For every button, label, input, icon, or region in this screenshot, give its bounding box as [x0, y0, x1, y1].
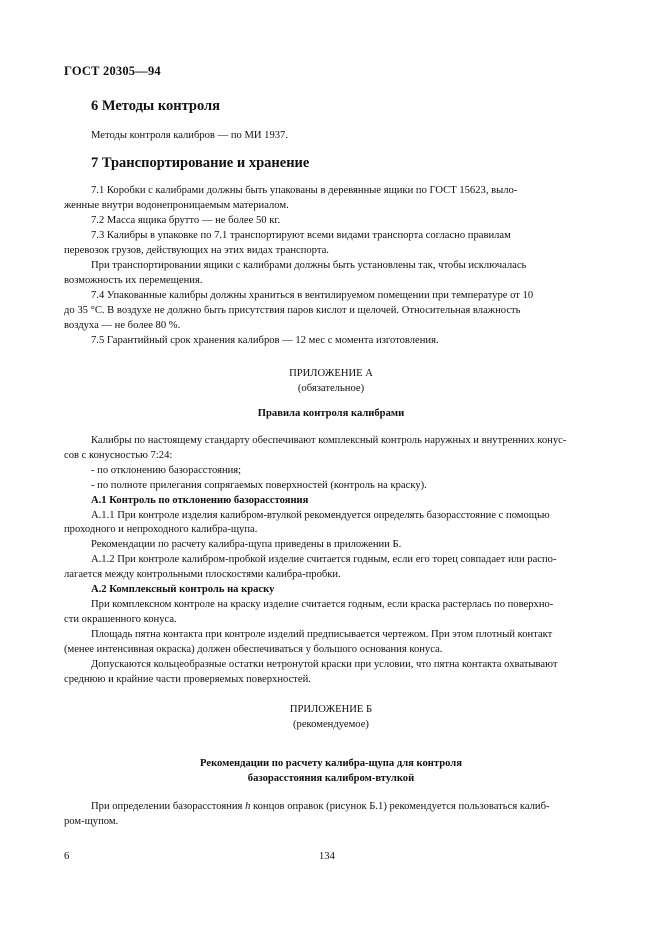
a-intro-line1: Калибры по настоящему стандарту обеспечивают комплексный контроль наружных и внутренних конус- [91, 435, 567, 446]
a11-line1: А.1.1 При контроле изделия калибром-втулкой рекомендуется определять базорасстояние с помощью [91, 509, 550, 521]
section-7-title: 7 Транспортирование и хранение [91, 155, 310, 171]
a2p3-line2: среднюю и крайние части проверяемых поверхностей. [64, 673, 311, 685]
appendix-a-status: (обязательное) [297, 383, 365, 394]
page-number-left: 6 [64, 851, 70, 862]
p71-line2: женные внутри водонепроницаемым материалом. [64, 200, 289, 211]
a12-line2: лагается между контрольными плоскостями калибра-пробки. [64, 569, 341, 581]
appendix-a-header [64, 366, 598, 396]
appendix-b-heading-line1: Рекомендации по расчету калибра-щупа для контроля [200, 758, 462, 769]
appendix-b-status: (рекомендуемое) [293, 719, 369, 730]
p-transport-line2: возможность их перемещения. [64, 275, 203, 286]
section-6-text: Методы контроля калибров — по МИ 1937. [91, 130, 288, 141]
appendix-b-title: ПРИЛОЖЕНИЕ Б [289, 704, 373, 715]
a-intro-line2: сов с конусностью 7:24: [64, 449, 173, 461]
p73-line1: 7.3 Калибры в упаковке по 7.1 транспортируют всеми видами транспорта согласно правилам [91, 230, 511, 241]
b-p1-line2: ром-щупом. [64, 816, 119, 827]
a2p1-line1: При комплексном контроле на краску изделие считается годным, если краска растерлась по поверхно- [91, 598, 554, 610]
b-p1-line1 [64, 799, 598, 814]
p74-line2: до 35 °С. В воздухе не должно быть присутствия паров кислот и щелочей. Относительная влажность [64, 305, 521, 316]
appendix-a-heading: Правила контроля калибрами [257, 408, 405, 419]
a-rec: Рекомендации по расчету калибра-щупа приведены в приложении Б. [91, 539, 402, 551]
p74-line3: воздуха — не более 80 %. [64, 320, 181, 331]
var-h: h [245, 801, 251, 812]
a-bullet-2: - по полноте прилегания сопрягаемых поверхностей (контроль на краску). [91, 479, 427, 491]
appendix-b-heading-line2: базорасстояния калибром-втулкой [247, 773, 415, 784]
p-transport-line1: При транспортировании ящики с калибрами должны быть установлены так, чтобы исключалась [91, 260, 527, 271]
a2p1-line2: сти окрашенного конуса. [64, 613, 177, 625]
p75: 7.5 Гарантийный срок хранения калибров — 12 мес с момента изготовления. [91, 335, 439, 346]
b-p1-post: концов оправок (рисунок Б.1) рекомендуется пользоваться калиб- [250, 801, 550, 812]
appendix-b-body [64, 799, 598, 829]
a-bullet-1: - по отклонению базорасстояния; [91, 464, 242, 476]
section-6-title: 6 Методы контроля [91, 98, 221, 114]
a1-title: А.1 Контроль по отклонению базорасстояния [91, 494, 309, 506]
a11-line2: проходного и непроходного калибра-щупа. [64, 524, 258, 536]
p72: 7.2 Масса ящика брутто — не более 50 кг. [91, 215, 281, 226]
appendix-a-title: ПРИЛОЖЕНИЕ А [289, 368, 373, 379]
p71-line1: 7.1 Коробки с калибрами должны быть упакованы в деревянные ящики по ГОСТ 15623, выло- [91, 185, 518, 196]
a2p2-line2: (менее интенсивная окраска) должен обеспечиваться у большого основания конуса. [64, 643, 443, 655]
a2p3-line1: Допускаются кольцеобразные остатки нетронутой краски при условии, что пятна контакта охватывают [91, 658, 558, 670]
a12-line1: А.1.2 При контроле калибром-пробкой изделие считается годным, если его торец совпадает или распо- [91, 554, 557, 566]
appendix-b-heading [64, 756, 598, 786]
p73-line2: перевозок грузов, действующих на этих видах транспорта. [64, 245, 329, 256]
p74-line1: 7.4 Упакованные калибры должны храниться в вентилируемом помещении при температуре от 10 [91, 290, 534, 301]
a2p2-line1: Площадь пятна контакта при контроле изделий предписывается чертежом. При этом плотный контакт [91, 628, 553, 640]
appendix-a-body [64, 434, 598, 687]
section-7-body [64, 183, 598, 348]
b-p1-pre: При определении базорасстояния [91, 801, 246, 812]
a2-title: А.2 Комплексный контроль на краску [91, 584, 275, 596]
document-code-header: ГОСТ 20305—94 [64, 64, 161, 78]
page-number-center: 134 [319, 851, 335, 862]
appendix-b-header [64, 702, 598, 732]
